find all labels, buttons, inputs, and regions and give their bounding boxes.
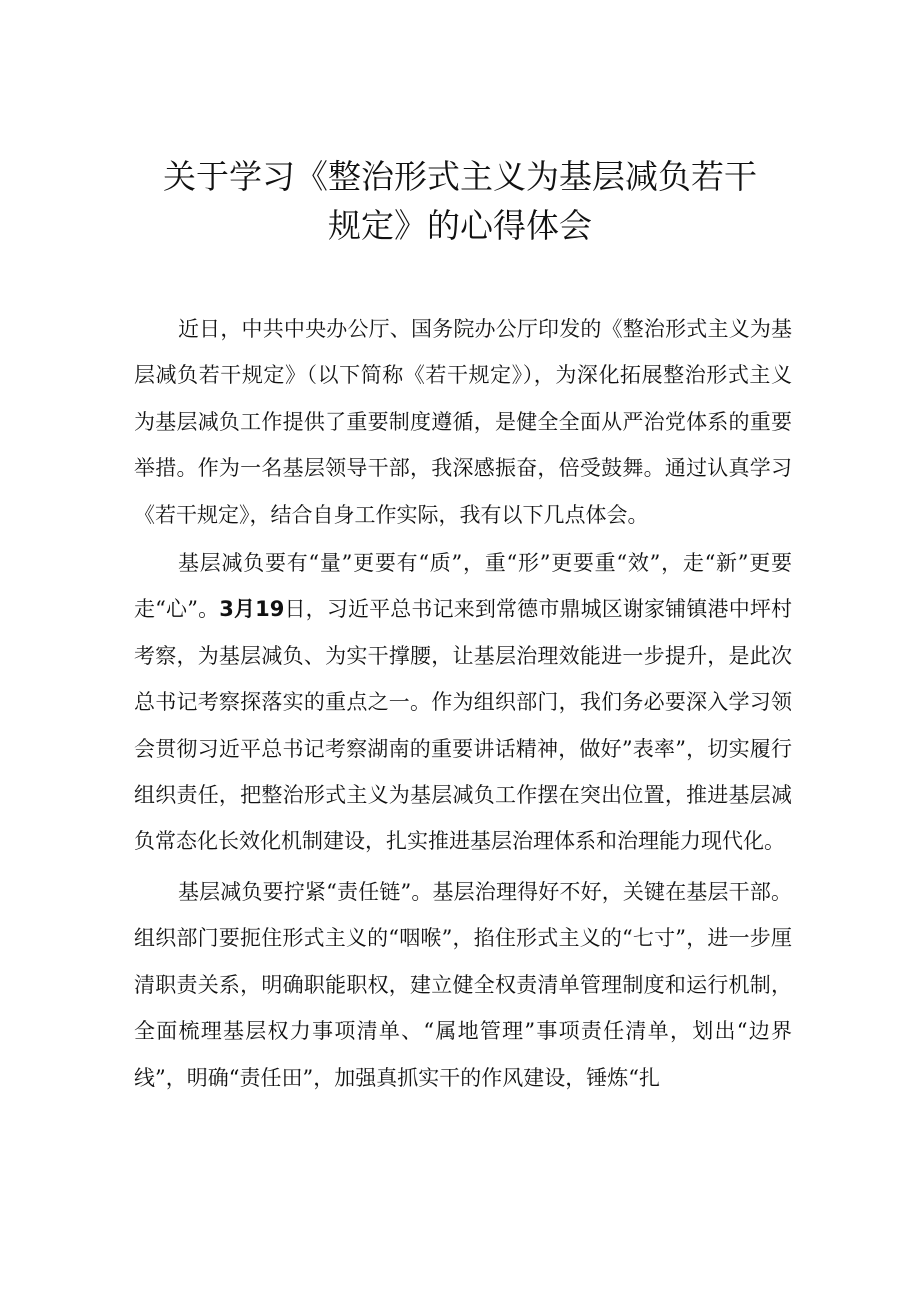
paragraph-intro: 近日，中共中央办公厅、国务院办公厅印发的《整治形式主义为基层减负若干规定》（以下简称《若干规定》），为深化拓展整治形式主义为基层减负工作提供了重要制度遵循，是健全全面从严治党体系的重要举措。作为一名基层领导干部，我深感振奋，倍受鼓舞。通过认真学习《若干规定》，结合自身工作实际，我有以下几点体会。: [134, 317, 792, 527]
date-text: 3月19: [219, 597, 285, 622]
document-title: [120, 152, 800, 250]
paragraph-burden-quality-rest: 日，习近平总书记来到常德市鼎城区谢家铺镇港中坪村考察，为基层减负、为实干撑腰，让基层治理效能进一步提升，是此次总书记考察探落实的重点之一。作为组织部门，我们务必要深入学习领会贯彻习近平总书记考察湖南的重要讲话精神，做好”表率”，切实履行组织责任，把整治形式主义为基层减负工作摆在突出位置，推进基层减负常态化长效化机制建设，扎实推进基层治理体系和治理能力现代化。: [134, 597, 792, 854]
title-line-2: 规定》的心得体会: [328, 206, 592, 245]
title-line-1: 关于学习《整治形式主义为基层减负若干: [163, 157, 757, 196]
paragraph-burden-quality-lead: 基层减负要有“量”更要有“质”，重“形”更要重“效”，走“新”更要走“心”。: [134, 551, 792, 622]
document-body: [134, 306, 792, 1101]
paragraph-responsibility-chain: 基层减负要拧紧“责任链”。基层治理得好不好，关键在基层干部。组织部门要扼住形式主义的“咽喉”，掐住形式主义的“七寸”，进一步厘清职责关系，明确职能职权，建立健全权责清单管理制度和运行机制，全面梳理基层权力事项清单、“属地管理”事项责任清单，划出“边界线”，明确“责任田”，加强真抓实干的作风建设，锤炼“扎: [134, 879, 792, 1090]
paragraph-burden-quality: [134, 540, 792, 865]
